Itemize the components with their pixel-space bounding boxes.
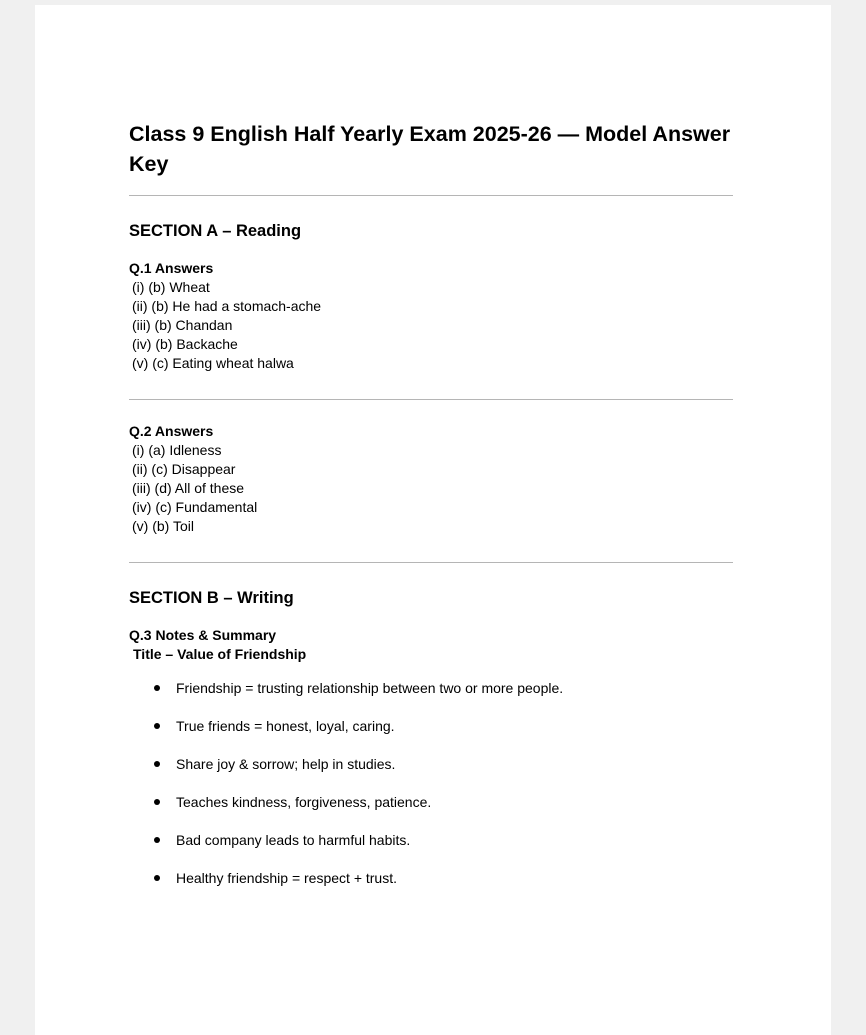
q3-bullet-list (129, 679, 733, 907)
q3-block (129, 626, 733, 664)
bullet-item (129, 717, 733, 755)
bullet-icon (154, 837, 160, 843)
bullet-item (129, 869, 733, 907)
q3-heading: Q.3 Notes & Summary (129, 627, 277, 643)
document-page (35, 5, 831, 1035)
bullet-icon (154, 799, 160, 805)
bullet-item (129, 793, 733, 831)
bullet-text: True friends = honest, loyal, caring. (176, 718, 395, 734)
divider (129, 195, 733, 196)
bullet-text: Bad company leads to harmful habits. (176, 832, 411, 848)
q1-answer-item: (iv) (b) Backache (132, 336, 238, 352)
q1-answer-item: (v) (c) Eating wheat halwa (132, 355, 294, 371)
q2-answer-item: (v) (b) Toil (132, 518, 194, 534)
bullet-icon (154, 685, 160, 691)
bullet-icon (154, 723, 160, 729)
q1-heading: Q.1 Answers (129, 260, 214, 276)
bullet-text: Friendship = trusting relationship between two or more people. (176, 680, 564, 696)
document-title: Class 9 English Half Yearly Exam 2025-26 — Model Answer Key (129, 122, 731, 176)
divider (129, 562, 733, 563)
q2-block (129, 422, 733, 536)
bullet-item (129, 755, 733, 793)
bullet-icon (154, 761, 160, 767)
q1-block (129, 259, 733, 373)
q2-answer-item: (ii) (c) Disappear (132, 461, 236, 477)
section-a-heading: SECTION A – Reading (129, 222, 302, 240)
q2-answer-item: (iii) (d) All of these (132, 480, 245, 496)
bullet-text: Healthy friendship = respect + trust. (176, 870, 397, 886)
bullet-text: Teaches kindness, forgiveness, patience. (176, 794, 432, 810)
q2-answer-item: (iv) (c) Fundamental (132, 499, 258, 515)
bullet-icon (154, 875, 160, 881)
q2-answer-list (129, 441, 733, 536)
q1-answer-item: (iii) (b) Chandan (132, 317, 233, 333)
q2-answer-item: (i) (a) Idleness (132, 442, 222, 458)
q2-heading: Q.2 Answers (129, 423, 214, 439)
divider (129, 399, 733, 400)
q1-answer-item: (i) (b) Wheat (132, 279, 210, 295)
q1-answer-item: (ii) (b) He had a stomach-ache (132, 298, 322, 314)
bullet-item (129, 831, 733, 869)
section-b-heading: SECTION B – Writing (129, 589, 294, 607)
bullet-text: Share joy & sorrow; help in studies. (176, 756, 396, 772)
bullet-item (129, 679, 733, 717)
q3-subtitle: Title – Value of Friendship (133, 646, 307, 662)
q1-answer-list (129, 278, 733, 373)
